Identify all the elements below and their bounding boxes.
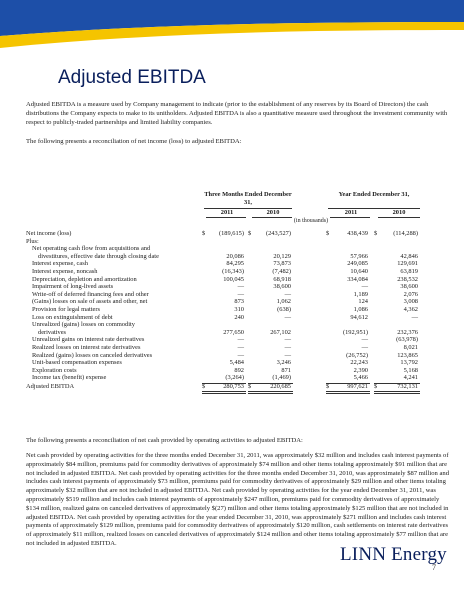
table-row xyxy=(26,359,431,367)
row-value: — xyxy=(237,344,244,351)
currency-symbol: $ xyxy=(248,230,252,237)
row-value: 8,021 xyxy=(403,344,418,351)
row-value: 38,600 xyxy=(273,283,291,291)
row-label: (Gains) losses on sale of assets and other, net xyxy=(32,298,148,306)
table-row xyxy=(26,314,431,322)
row-value: (26,752) xyxy=(346,351,368,359)
row-value: 232,376 xyxy=(397,328,418,336)
table-row xyxy=(26,276,431,284)
table-row xyxy=(26,306,431,314)
table-row xyxy=(26,329,431,337)
row-value: 57,966 xyxy=(350,252,368,260)
header-stripe-band xyxy=(0,0,464,60)
row-value: (189,615) xyxy=(218,230,244,237)
row-value: 249,085 xyxy=(347,260,368,268)
table-row xyxy=(26,245,431,253)
reconciliation-lead-in: The following presents a reconciliation of net income (loss) to adjusted EBITDA: xyxy=(26,138,242,145)
table-row xyxy=(26,283,431,291)
row-value: (16,343) xyxy=(222,268,244,275)
row-label: derivatives xyxy=(38,328,67,336)
row-label: Realized losses on interest rate derivatives xyxy=(32,344,141,351)
row-value: 42,846 xyxy=(400,252,418,260)
page-title: Adjusted EBITDA xyxy=(58,67,206,88)
row-value: 1,086 xyxy=(353,306,368,313)
total-double-rule xyxy=(202,391,246,394)
row-value: 5,168 xyxy=(403,366,418,374)
row-value: 280,753 xyxy=(223,383,244,390)
row-value: — xyxy=(284,351,291,359)
row-label: Adjusted EBITDA xyxy=(26,383,75,390)
row-label: Depreciation, depletion and amortization xyxy=(32,275,137,283)
currency-symbol: $ xyxy=(326,230,330,237)
subtotal-rule xyxy=(202,383,246,384)
page-number: 7 xyxy=(432,563,436,572)
row-value: — xyxy=(361,336,368,344)
row-value: 94,612 xyxy=(350,313,368,321)
row-value: 129,691 xyxy=(397,260,418,268)
table-row xyxy=(26,374,431,382)
row-value: 732,131 xyxy=(397,383,418,390)
table-row xyxy=(26,367,431,375)
row-value: 3,246 xyxy=(276,359,291,367)
currency-symbol: $ xyxy=(374,230,378,237)
group-header-year: Year Ended December 31, xyxy=(338,191,410,198)
row-value: — xyxy=(361,283,368,291)
row-value: — xyxy=(361,344,368,351)
row-value: — xyxy=(284,344,291,351)
row-label: Interest expense, noncash xyxy=(32,268,98,275)
table-row xyxy=(26,230,431,238)
table-row xyxy=(26,298,431,306)
table-row xyxy=(26,253,431,261)
total-double-rule xyxy=(248,391,293,394)
cash-flow-paragraph: Net cash provided by operating activities for the three months ended December 31, 2011, was approximately $32 million and includes cash interest payments of approximately $84 million, premiums paid for commodity derivatives of approximately $74 million and other items totaling approximately $91 million that are not included in adjusted EBITDA. Net cash provided by operating activities for the three months ended December 31, 2010, was approximately $87 million and includes cash interest payments of approximately $73 million, premiums paid for commodity derivatives of approximately $29 million and other items totaling approximately $32 million that are not included in adjusted EBITDA. Net cash provided by operating activities for the year ended December 31, 2011, was approximately $519 million and includes cash interest payments of approximately $247 million, premiums paid for commodity derivatives of approximately $134 million, realized gains on canceled derivatives of approximately $(27) million and other items totaling approximately $125 million that are not included in adjusted EBITDA. Net cash provided by operating activities for the year ended December 31, 2010, was approximately $271 million and includes cash interest payments of approximately $129 million, premiums paid for commodity derivatives of approximately $120 million, cash settlements on interest rate derivatives of approximately $11 million, realized losses on canceled derivatives of approximately $124 million and other items totaling approximately $77 million that are not included in adjusted EBITDA. xyxy=(26,452,449,547)
row-value: (7,482) xyxy=(272,268,291,275)
row-value: 277,650 xyxy=(223,328,244,336)
row-value: — xyxy=(284,336,291,344)
row-value: 334,084 xyxy=(347,275,368,283)
row-label: Provision for legal matters xyxy=(32,306,100,313)
row-value: — xyxy=(284,313,291,321)
subtotal-rule xyxy=(248,383,293,384)
row-value: 73,873 xyxy=(273,260,291,268)
row-value: 892 xyxy=(234,366,244,374)
row-value: 4,241 xyxy=(403,374,418,382)
row-value: — xyxy=(237,336,244,344)
row-value: — xyxy=(411,313,418,321)
row-value: 2,076 xyxy=(403,290,418,298)
table-row xyxy=(26,268,431,276)
subtotal-rule xyxy=(374,383,420,384)
row-value: 871 xyxy=(281,366,291,374)
row-value: 438,439 xyxy=(347,230,368,237)
row-value: (3,264) xyxy=(225,374,244,382)
table-row xyxy=(26,291,431,299)
row-value: — xyxy=(237,351,244,359)
row-value: 1,062 xyxy=(276,298,291,306)
intro-paragraph: Adjusted EBITDA is a measure used by Company management to indicate (prior to the establishment of any reserves by its Board of Directors) the cash distributions the Company expects to make to its unitholders. Adjusted EBITDA is also a quantitative measure used throughout the investment community with respect to publicly-traded partnerships and limited liability companies. xyxy=(26,101,448,126)
table-row xyxy=(26,352,431,360)
year-header-y-2010: 2010 xyxy=(392,209,406,216)
total-double-rule xyxy=(374,391,420,394)
row-label: Exploration costs xyxy=(32,366,77,374)
row-label: Realized (gains) losses on canceled derivatives xyxy=(32,351,153,359)
row-value: 997,621 xyxy=(347,383,368,390)
row-value: 10,640 xyxy=(350,268,368,275)
row-value: 238,532 xyxy=(397,275,418,283)
currency-symbol: $ xyxy=(374,383,378,390)
row-value: 68,918 xyxy=(273,275,291,283)
table-row xyxy=(26,383,431,391)
row-label: Unit-based compensation expenses xyxy=(32,359,122,367)
currency-symbol: $ xyxy=(202,230,206,237)
row-value: 38,600 xyxy=(400,283,418,291)
row-label: Write-off of deferred financing fees and other xyxy=(32,290,149,298)
row-value: 123,865 xyxy=(397,351,418,359)
row-value: 20,086 xyxy=(226,252,244,260)
row-label: divestitures, effective date through closing date xyxy=(38,252,159,260)
row-value: 13,792 xyxy=(400,359,418,367)
row-value: 873 xyxy=(234,298,244,306)
currency-symbol: $ xyxy=(326,383,330,390)
row-value: 22,243 xyxy=(350,359,368,367)
row-label: Net income (loss) xyxy=(26,230,72,237)
row-value: 240 xyxy=(234,313,244,321)
row-value: (63,978) xyxy=(396,336,418,344)
year-header-q-2010: 2010 xyxy=(266,209,280,216)
row-value: 124 xyxy=(358,298,368,306)
row-value: 100,045 xyxy=(223,275,244,283)
row-label: Interest expense, cash xyxy=(32,260,88,268)
row-label: Loss on extinguishment of debt xyxy=(32,313,113,321)
table-row xyxy=(26,344,431,352)
row-value: — xyxy=(237,290,244,298)
row-value: 267,102 xyxy=(270,328,291,336)
row-value: 5,484 xyxy=(229,359,244,367)
table-row xyxy=(26,238,431,246)
row-value: 63,819 xyxy=(400,268,418,275)
row-value: 4,362 xyxy=(403,306,418,313)
year-header-y-2011: 2011 xyxy=(344,209,358,216)
currency-symbol: $ xyxy=(248,383,252,390)
row-value: (114,288) xyxy=(393,230,418,237)
table-row xyxy=(26,336,431,344)
subtotal-rule xyxy=(326,383,370,384)
table-row xyxy=(26,260,431,268)
row-value: — xyxy=(284,290,291,298)
units-note: (in thousands) xyxy=(293,218,329,224)
row-value: 84,295 xyxy=(226,260,244,268)
row-value: 1,189 xyxy=(353,290,368,298)
row-value: (638) xyxy=(277,306,291,313)
cash-lead-in: The following presents a reconciliation of net cash provided by operating activities to adjusted EBITDA: xyxy=(26,437,303,444)
row-label: Impairment of long-lived assets xyxy=(32,283,114,291)
row-value: 310 xyxy=(234,306,244,313)
row-value: 3,008 xyxy=(403,298,418,306)
row-value: 20,129 xyxy=(273,252,291,260)
group-header-three-months: Three Months Ended December 31, xyxy=(204,191,292,206)
row-value: (192,951) xyxy=(342,328,368,336)
row-value: 220,685 xyxy=(270,383,291,390)
row-value: (1,469) xyxy=(272,374,291,382)
year-header-q-2011: 2011 xyxy=(220,209,234,216)
row-label: Plus: xyxy=(26,237,39,245)
row-label: Net operating cash flow from acquisitions and xyxy=(32,245,151,253)
row-value: — xyxy=(237,283,244,291)
row-label: Unrealized gains on interest rate derivatives xyxy=(32,336,145,344)
row-value: 5,466 xyxy=(353,374,368,382)
row-value: (243,527) xyxy=(265,230,291,237)
currency-symbol: $ xyxy=(202,383,206,390)
table-row xyxy=(26,321,431,329)
linn-energy-logo: LINN Energy xyxy=(340,544,447,565)
row-value: 2,390 xyxy=(353,366,368,374)
row-label: Income tax (benefit) expense xyxy=(32,374,107,382)
row-label: Unrealized (gains) losses on commodity xyxy=(32,321,135,329)
total-double-rule xyxy=(326,391,370,394)
